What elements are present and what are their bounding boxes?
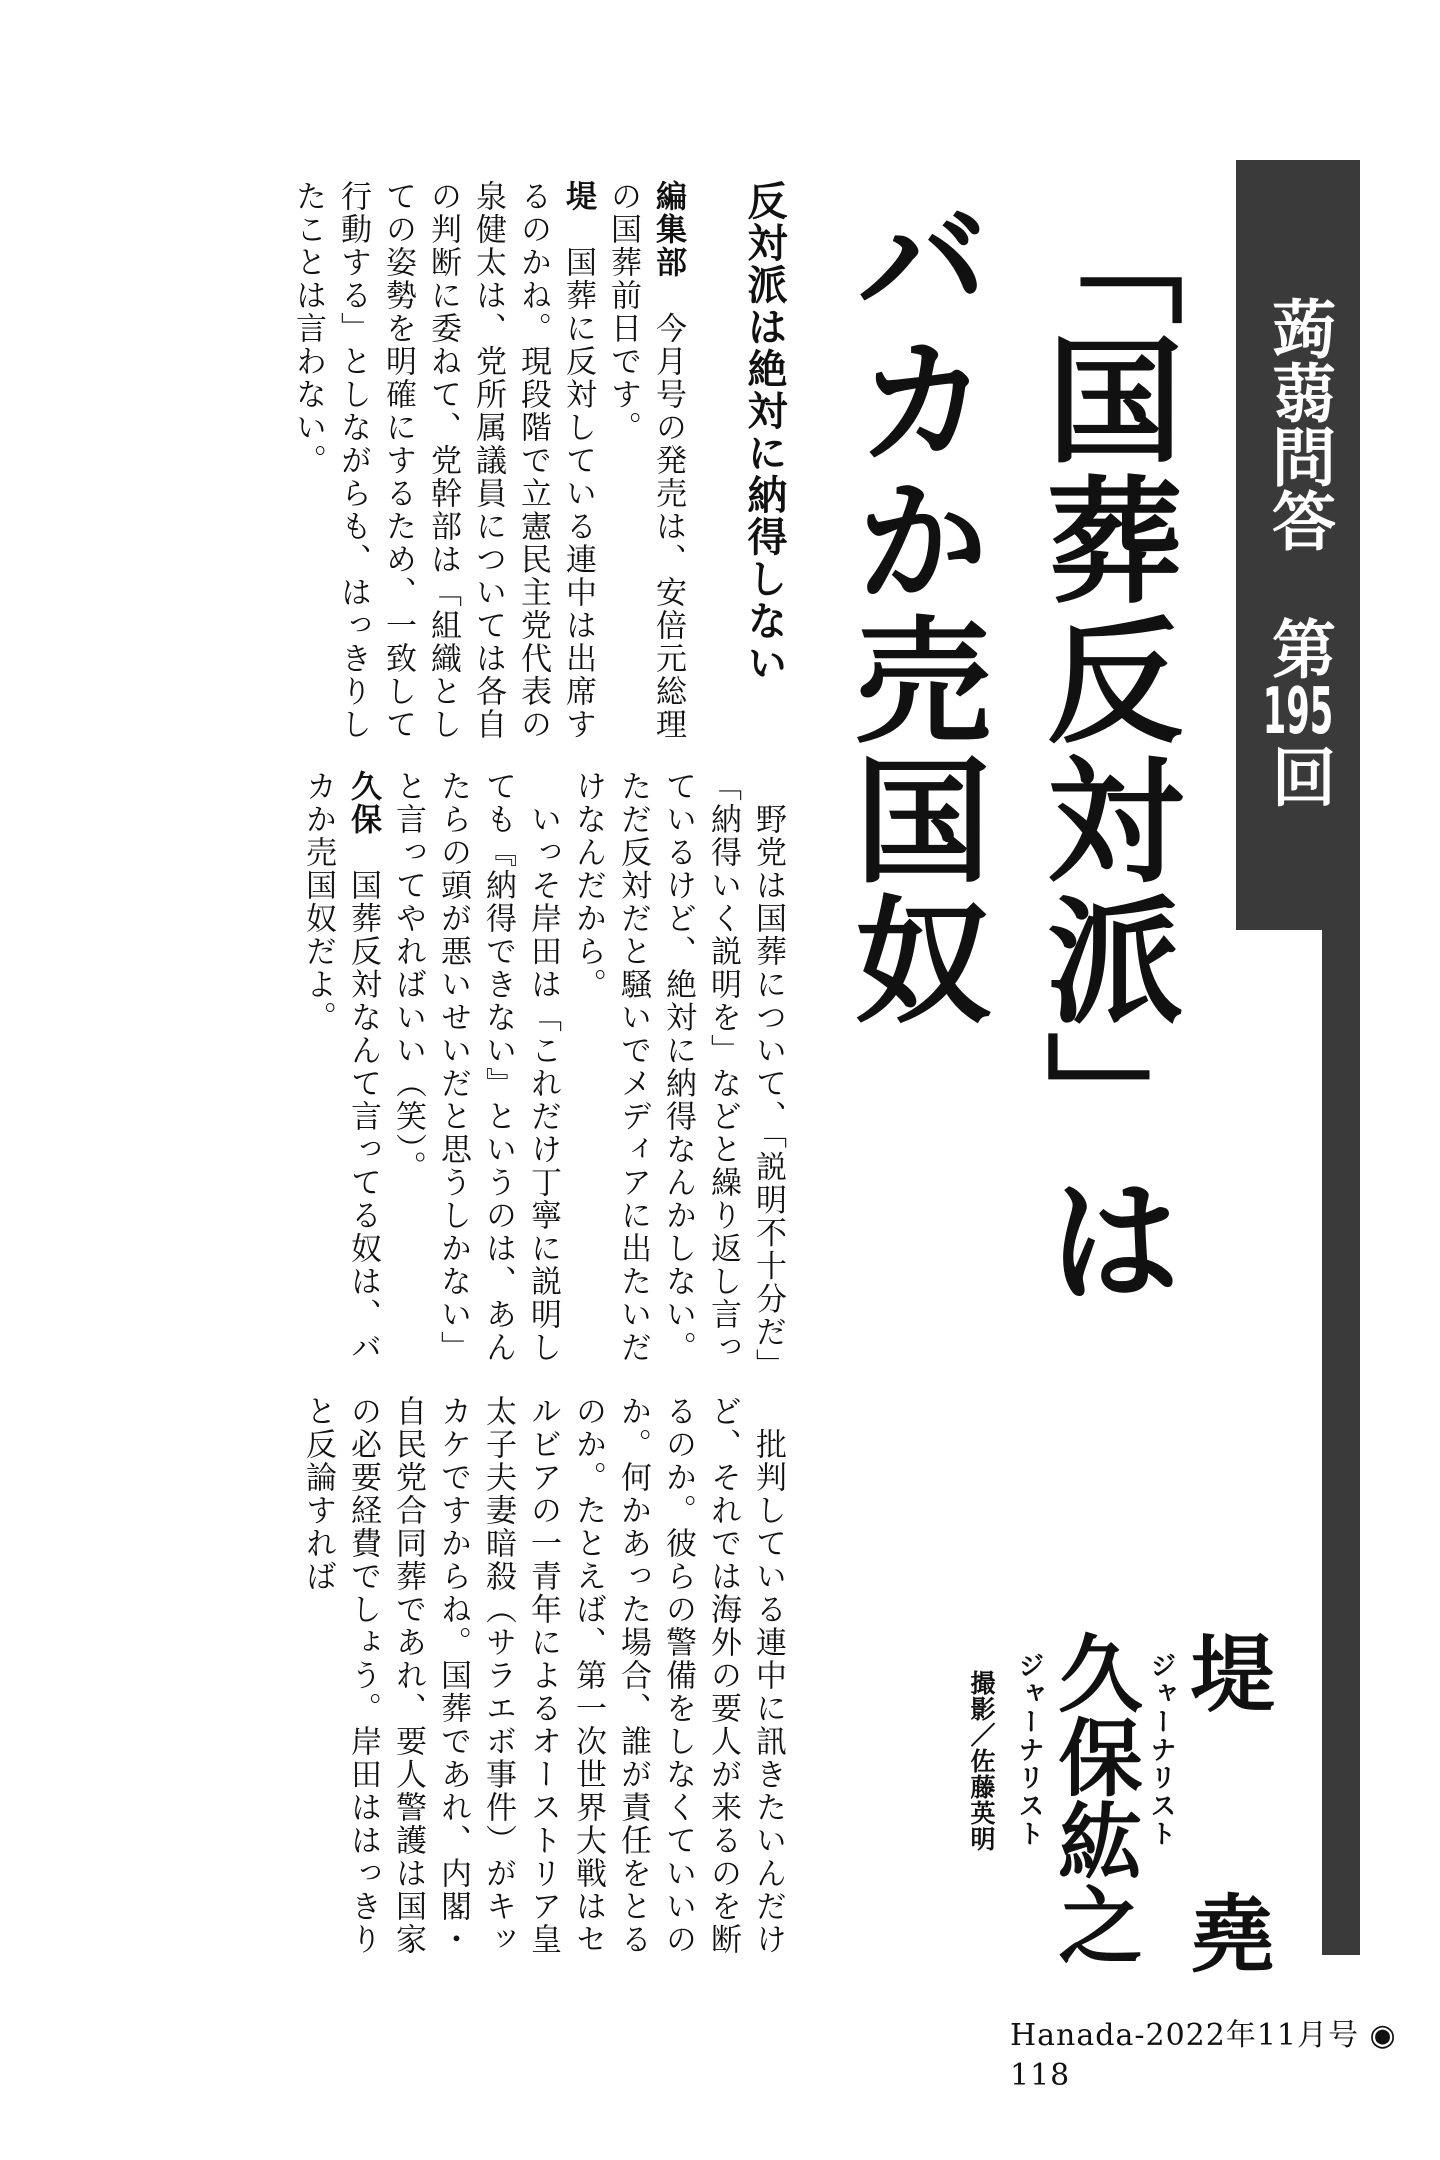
paragraph xyxy=(385,770,565,1370)
headline-line-1: 「国葬反対派」は xyxy=(1023,190,1183,1310)
series-label xyxy=(1236,182,1360,922)
speaker-label: 久保 xyxy=(345,770,381,836)
upper-body-text-continued xyxy=(190,770,790,1370)
paragraph xyxy=(565,770,790,1370)
paragraph xyxy=(600,180,690,760)
series-ordinal-post: 回 xyxy=(1261,744,1335,808)
paragraph-text: 批判している連中に訊きたいんだけど、それでは海外の要人が来るのを断るのか。彼らの警備をしなくていいのか。何かあった場合、誰が責任をとるのか。たとえば、第一次世界大戦はセルビアの一青年によるオーストリア皇太子夫妻暗殺（サラエボ事件）がキッカケですからね。国葬であれ、内閣・自民党合同葬であれ、要人警護は国家の必要経費でしょう。岸田ははっきりと反論すれば xyxy=(300,1395,786,1956)
paragraph-text: 今月号の発売は、安倍元総理の国葬前日です。 xyxy=(605,180,686,741)
lower-body-text xyxy=(190,1395,790,1975)
author-2-name: 久保紘之 xyxy=(1045,1630,1144,1966)
side-rule xyxy=(1322,930,1360,1955)
series-ordinal-number: 195 xyxy=(1262,680,1334,744)
author-2-role: ジャーナリスト xyxy=(1014,1652,1044,1848)
speaker-label: 編集部 xyxy=(650,180,686,279)
series-band xyxy=(1236,160,1360,930)
paragraph-text: 国葬反対なんて言ってる奴は、バカか売国奴だよ。 xyxy=(300,770,381,1364)
paragraph-text: いっそ岸田は「これだけ丁寧に説明しても『納得できない』というのは、あんたらの頭が悪いせいだと思うしかない」と言ってやればいい（笑）。 xyxy=(390,770,561,1364)
speaker-label: 堤 xyxy=(560,180,596,213)
paragraph xyxy=(285,180,600,760)
page-footer: Hanada-2022年11月号 ◉ 118 xyxy=(1010,2018,1397,2093)
upper-body-text xyxy=(190,180,690,760)
photo-credit: 撮影／佐藤英明 xyxy=(967,1670,996,1852)
headline-line-2: バカか売国奴 xyxy=(831,190,991,1030)
author-1-role: ジャーナリスト xyxy=(1146,1652,1176,1848)
paragraph-text: 野党は国葬について、「説明不十分だ」「納得いく説明を」などと繰り返し言っているけど、絶対に納得なんかしない。ただ反対だと騒いでメディアに出たいだけなんだから。 xyxy=(570,770,786,1366)
series-ordinal-pre: 第 xyxy=(1261,616,1335,680)
subheading: 反対派は絶対に納得しない xyxy=(741,180,788,684)
series-name: 蒟蒻問答 xyxy=(1261,296,1335,552)
paragraph xyxy=(295,1395,790,1975)
paragraph xyxy=(295,770,385,1370)
paragraph-text: 国葬に反対している連中は出席するのかね。現段階で立憲民主党代表の泉健太は、党所属議員については各自の判断に委ねて、党幹部は「組織としての姿勢を明確にするため、一致して行動する」としながらも、はっきりしたことは言わない。 xyxy=(290,180,596,741)
author-1-name: 堤 堯 xyxy=(1177,1630,1276,2020)
